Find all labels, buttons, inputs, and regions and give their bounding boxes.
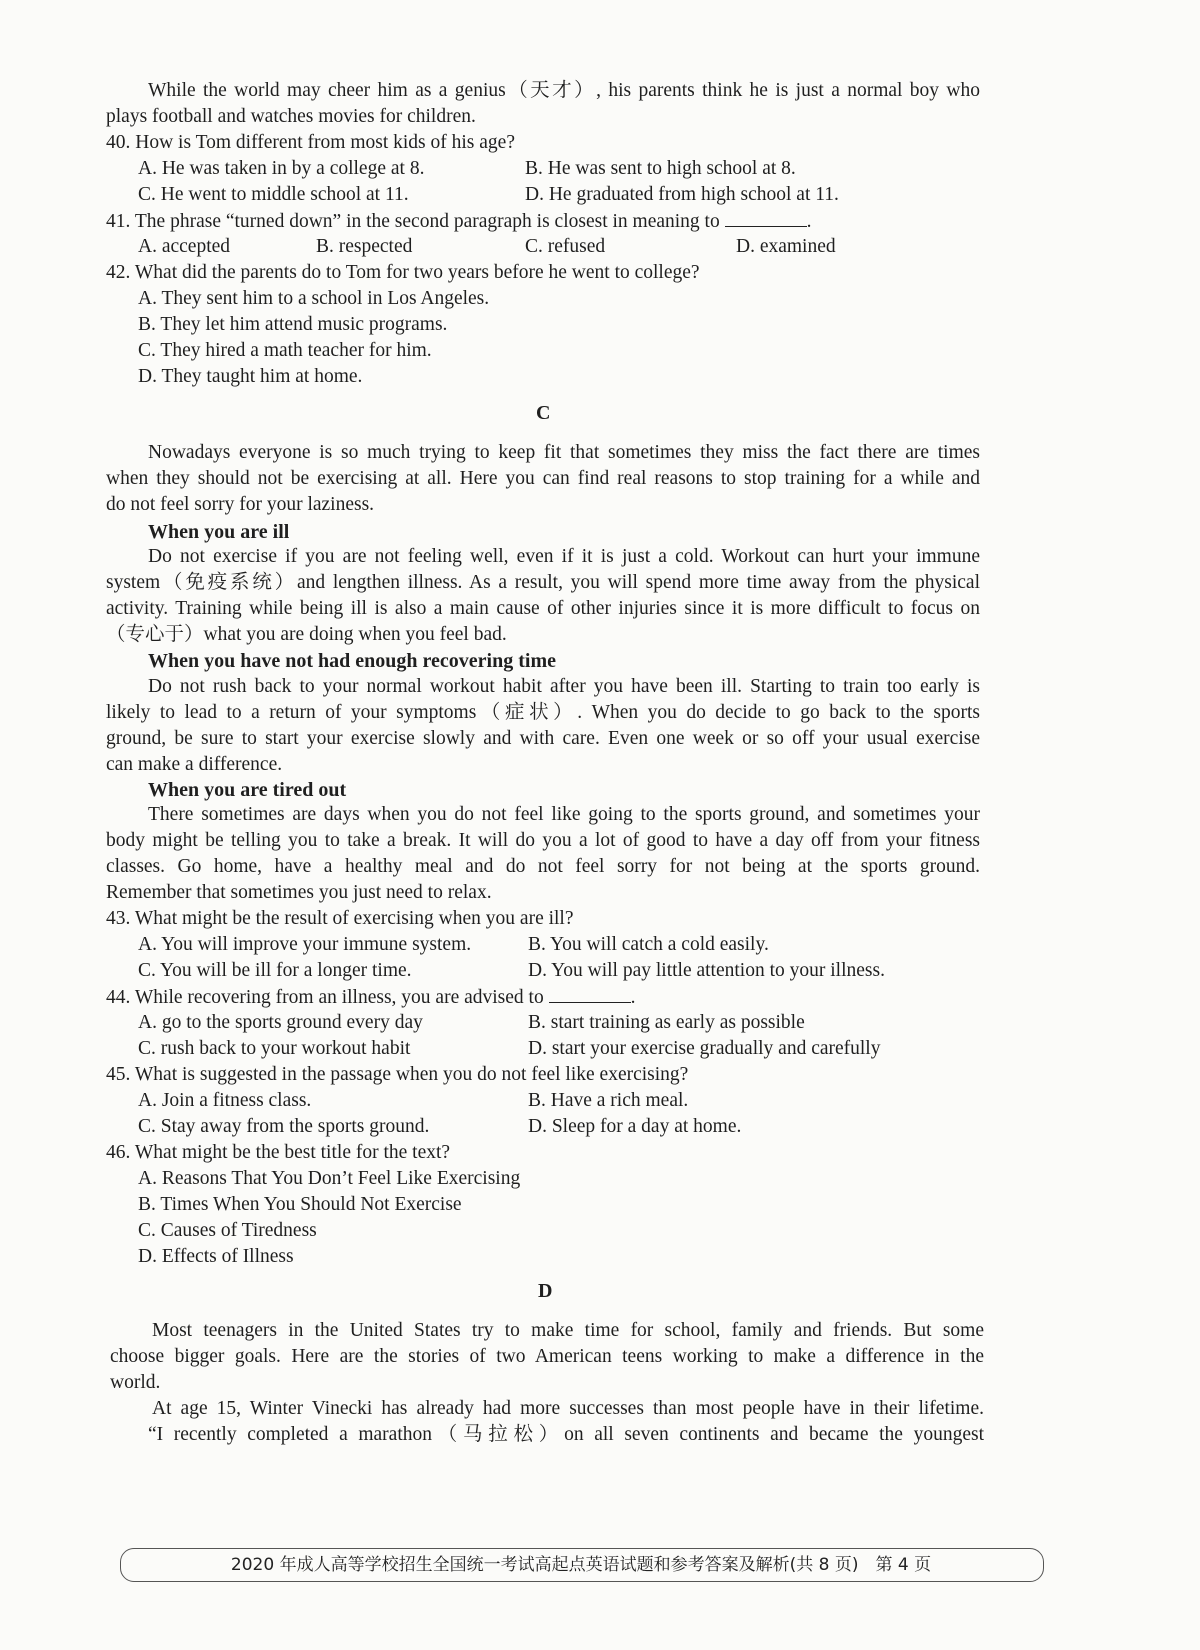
subheading-recovering: When you have not had enough recovering time	[148, 650, 556, 672]
passage-line: There sometimes are days when you do not feel like going to the sports ground, and sometimes your	[148, 804, 980, 825]
question-43-stem: 43. What might be the result of exercising when you are ill?	[106, 908, 574, 929]
option-46-a: A. Reasons That You Don’t Feel Like Exercising	[138, 1168, 521, 1189]
option-40-d: D. He graduated from high school at 11.	[525, 184, 839, 205]
passage-line: likely to lead to a return of your symptoms（症状）. When you do decide to go back to the sports	[106, 702, 980, 723]
question-41-text: 41. The phrase “turned down” in the second paragraph is closest in meaning to	[106, 211, 720, 232]
question-44-stem: 44. While recovering from an illness, you are advised to .	[106, 984, 635, 1011]
option-45-b: B. Have a rich meal.	[528, 1090, 689, 1111]
option-40-a: A. He was taken in by a college at 8.	[138, 158, 425, 179]
question-40-stem: 40. How is Tom different from most kids of his age?	[106, 132, 515, 153]
passage-line: （专心于）what you are doing when you feel bad.	[106, 624, 507, 645]
passage-line: Remember that sometimes you just need to relax.	[106, 882, 492, 903]
option-42-d: D. They taught him at home.	[138, 366, 363, 387]
option-41-a: A. accepted	[138, 236, 231, 257]
passage-line: system（免疫系统）and lengthen illness. As a result, you will spend more time away from the physical	[106, 572, 980, 593]
passage-line: Do not rush back to your normal workout habit after you have been ill. Starting to train too early is	[148, 676, 980, 697]
passage-line: can make a difference.	[106, 754, 283, 775]
question-44-text: 44. While recovering from an illness, you are advised to	[106, 987, 544, 1008]
passage-line: While the world may cheer him as a genius（天才）, his parents think he is just a normal boy who	[148, 80, 980, 101]
passage-line: “I recently completed a marathon（马拉松）on all seven continents and became the youngest	[148, 1424, 984, 1445]
option-41-c: C. refused	[525, 236, 606, 257]
option-42-c: C. They hired a math teacher for him.	[138, 340, 432, 361]
answer-blank	[725, 208, 807, 227]
option-44-a: A. go to the sports ground every day	[138, 1012, 423, 1033]
option-43-d: D. You will pay little attention to your illness.	[528, 960, 885, 981]
option-42-b: B. They let him attend music programs.	[138, 314, 448, 335]
option-45-c: C. Stay away from the sports ground.	[138, 1116, 430, 1137]
page-footer: 2020 年成人高等学校招生全国统一考试高起点英语试题和参考答案及解析(共 8 页) 第 4 页	[230, 1555, 932, 1575]
passage-line: body might be telling you to take a break. It will do you a lot of good to have a day off from your fitness	[106, 830, 980, 851]
option-43-b: B. You will catch a cold easily.	[528, 934, 769, 955]
question-41-stem: 41. The phrase “turned down” in the second paragraph is closest in meaning to .	[106, 208, 811, 235]
passage-line: Nowadays everyone is so much trying to keep fit that sometimes they miss the fact there are times	[148, 442, 980, 463]
section-d-heading: D	[538, 1280, 553, 1302]
option-46-b: B. Times When You Should Not Exercise	[138, 1194, 462, 1215]
passage-line: ground, be sure to start your exercise slowly and with care. Even one week or so off your usual exercise	[106, 728, 980, 749]
option-44-d: D. start your exercise gradually and carefully	[528, 1038, 881, 1059]
option-45-a: A. Join a fitness class.	[138, 1090, 312, 1111]
subheading-tired: When you are tired out	[148, 779, 347, 801]
passage-line: activity. Training while being ill is also a main cause of other injuries since it is more difficult to focus on	[106, 598, 980, 619]
passage-line: choose bigger goals. Here are the stories of two American teens working to make a difference in the	[110, 1346, 984, 1367]
option-45-d: D. Sleep for a day at home.	[528, 1116, 742, 1137]
passage-line: plays football and watches movies for children.	[106, 106, 476, 127]
section-c-heading: C	[536, 402, 551, 424]
option-43-c: C. You will be ill for a longer time.	[138, 960, 412, 981]
option-40-c: C. He went to middle school at 11.	[138, 184, 409, 205]
option-42-a: A. They sent him to a school in Los Angeles.	[138, 288, 490, 309]
passage-line: Most teenagers in the United States try to make time for school, family and friends. But some	[152, 1320, 984, 1341]
option-41-b: B. respected	[316, 236, 413, 257]
option-43-a: A. You will improve your immune system.	[138, 934, 472, 955]
passage-line: do not feel sorry for your laziness.	[106, 494, 375, 515]
passage-line: At age 15, Winter Vinecki has already had more successes than most people have in their lifetime.	[152, 1398, 984, 1419]
option-44-b: B. start training as early as possible	[528, 1012, 805, 1033]
passage-line: Do not exercise if you are not feeling well, even if it is just a cold. Workout can hurt your immune	[148, 546, 980, 567]
option-41-d: D. examined	[736, 236, 836, 257]
answer-blank	[549, 984, 631, 1003]
option-40-b: B. He was sent to high school at 8.	[525, 158, 796, 179]
passage-line: classes. Go home, have a healthy meal and do not feel sorry for not being at the sports ground.	[106, 856, 980, 877]
question-42-stem: 42. What did the parents do to Tom for two years before he went to college?	[106, 262, 700, 283]
option-46-c: C. Causes of Tiredness	[138, 1220, 317, 1241]
question-46-stem: 46. What might be the best title for the text?	[106, 1142, 451, 1163]
subheading-ill: When you are ill	[148, 521, 290, 543]
passage-line: world.	[110, 1372, 161, 1393]
option-46-d: D. Effects of Illness	[138, 1246, 294, 1267]
question-45-stem: 45. What is suggested in the passage when you do not feel like exercising?	[106, 1064, 689, 1085]
passage-line: when they should not be exercising at all. Here you can find real reasons to stop training for a while and	[106, 468, 980, 489]
option-44-c: C. rush back to your workout habit	[138, 1038, 411, 1059]
